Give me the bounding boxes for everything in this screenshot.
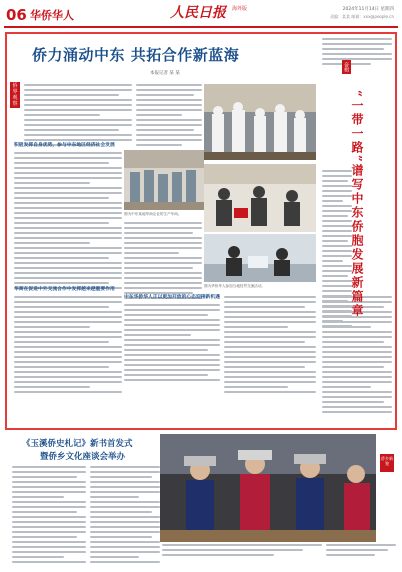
editor-info: 责编：某某 邮箱：xxx@people.cn — [330, 14, 394, 19]
logo-subtitle: 海外版 — [232, 6, 248, 12]
masthead — [0, 0, 402, 30]
article-section-3 — [124, 292, 220, 384]
feature-label: 奋楫 — [343, 62, 349, 72]
newspaper-logo: 人民日报 — [170, 5, 226, 21]
bottom-photo-caption-lines — [162, 544, 322, 559]
article-column-4 — [224, 296, 316, 396]
feature-title: “一带一路”谱写中东侨胞发展新篇章 — [350, 90, 364, 318]
photo-factory — [124, 150, 204, 210]
bottom-headline: 《玉溪侨史札记》新书首发式 — [22, 439, 133, 449]
bottom-column-1 — [12, 466, 86, 566]
bottom-subheadline: 暨侨乡文化座谈会举办 — [40, 452, 126, 462]
photo-people-gathering — [204, 84, 316, 160]
photo-office — [204, 234, 316, 282]
subhead-1: 积极发挥自身优势，参与中东地区经济社会发展 — [14, 143, 115, 148]
section-name: 华侨华人 — [30, 9, 74, 22]
bottom-column-3 — [326, 544, 396, 559]
caption-exhibition: 图为华侨华人参加当地经贸交流活动。 — [204, 284, 266, 288]
subhead-2: 华商在促进中外交流合作中发挥越来越重要作用 — [14, 287, 115, 292]
caption-factory: 图为中东某地华商企业的生产车间。 — [124, 212, 182, 216]
article-section-1 — [14, 140, 122, 292]
article-column-2 — [136, 84, 202, 149]
article-headline: 侨力涌动中东 共拓合作新蓝海 — [32, 46, 240, 64]
photo-traditional-costumes — [160, 434, 376, 542]
article-byline: 本报记者 某 某 — [150, 71, 180, 76]
subhead-3: 中东华侨华人正以更加开放的心态迎接新机遇 — [124, 295, 220, 300]
article-column-3 — [124, 222, 202, 302]
bottom-tag: 侨乡新貌 — [380, 454, 394, 472]
section-side-label: 侨界观察 — [10, 82, 20, 108]
page-number: 06 — [6, 6, 27, 24]
bottom-column-2 — [90, 466, 160, 566]
article-section-2 — [14, 284, 122, 396]
photo-exhibition — [204, 164, 316, 232]
issue-date: 2024年11月14日 星期四 — [342, 7, 394, 12]
masthead-rule — [4, 26, 398, 28]
